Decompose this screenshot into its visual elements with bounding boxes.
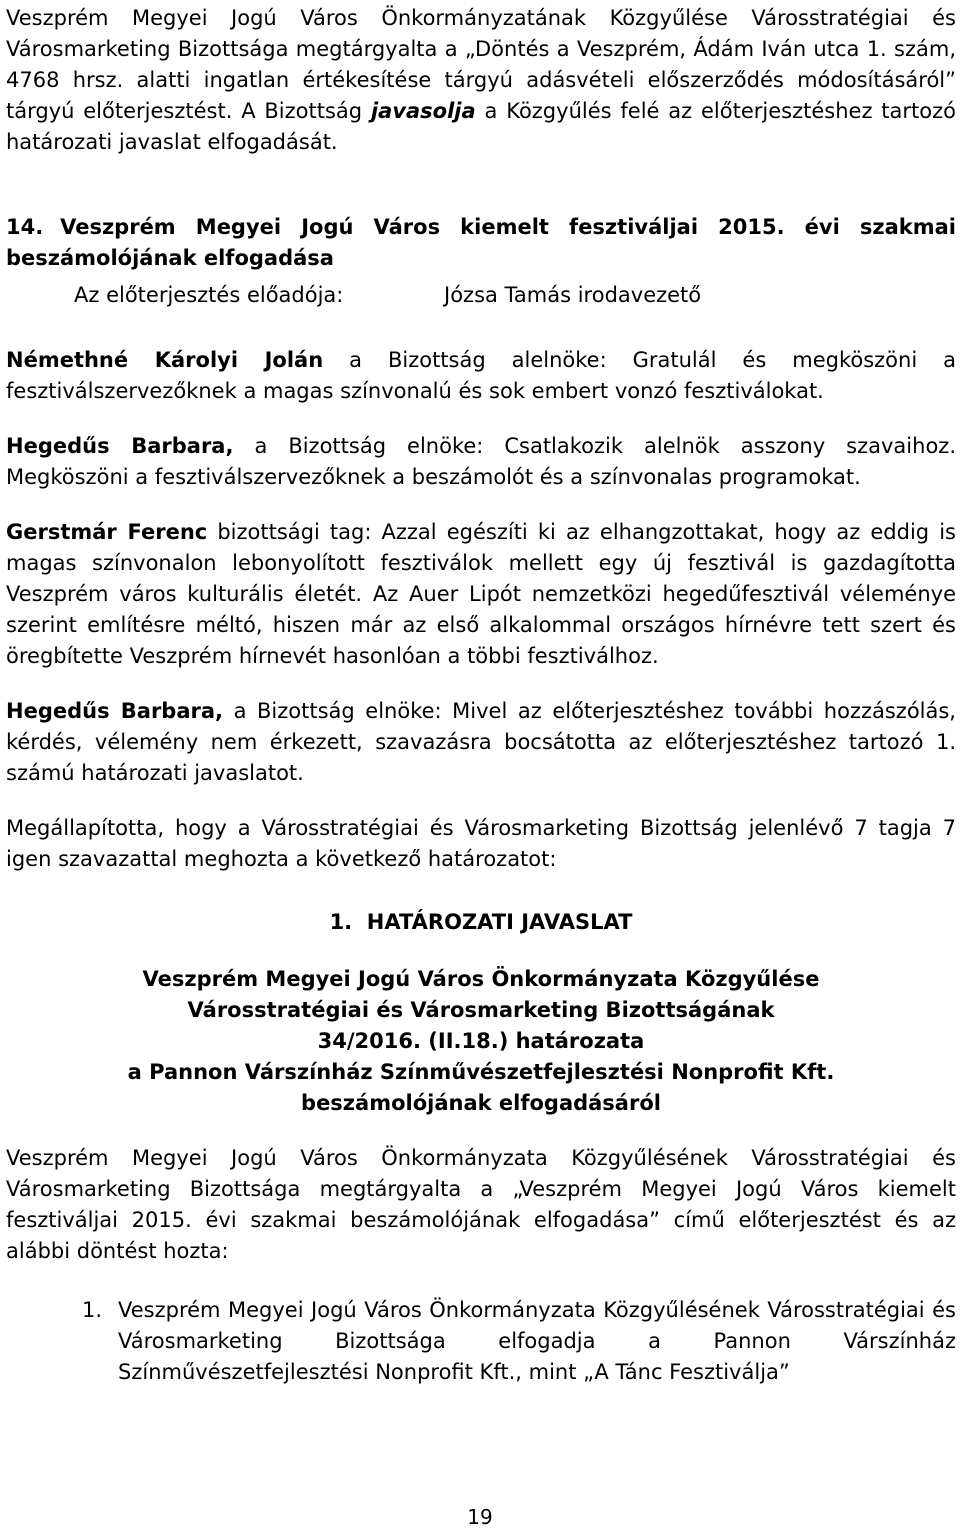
speech-text: a Bizottság elnöke: Mivel az előterjesztéshez további hozzászólás, kérdés, vélemény nem érkezett, szavazásra bocsátotta az előterjesztéshez tartozó 1. számú határozati javaslatot. [6, 699, 956, 785]
agenda-item-heading [6, 212, 956, 274]
speaker-name: Hegedűs Barbara, [6, 699, 224, 723]
resolution-title-number: 1. [329, 910, 353, 934]
resolution-line-4: a Pannon Várszínház Színművészetfejlesztési Nonprofit Kft. [127, 1060, 835, 1084]
intro-text-1: Veszprém Megyei Jogú Város Önkormányzatának Közgyűlése Városstratégiai és Városmarketing Bizottsága megtárgyalta a „Döntés a Veszprém, Ádám Iván utca 1. szám, 4768 hrsz. alatti ingatlan értékesítése tárgyú adásvételi előszerződés módosításáról” tárgyú előterjesztést. A Bizottság [6, 6, 956, 123]
speech-text: a Bizottság elnöke: Csatlakozik alelnök asszony szavaihoz. Megköszöni a fesztiválszervezőknek a beszámolót és a színvonalas programokat. [6, 434, 956, 489]
speech-1 [6, 345, 956, 407]
speech-2 [6, 431, 956, 493]
resolution-title [6, 907, 956, 938]
resolution-line-2: Városstratégiai és Városmarketing Bizottságának [187, 998, 775, 1022]
page-content [6, 3, 956, 1388]
resolution-title-text: HATÁROZATI JAVASLAT [366, 910, 633, 934]
intro-text-2: a Közgyűlés felé az előterjesztéshez tartozó határozati javaslat elfogadását. [6, 99, 956, 154]
decision-intro: Veszprém Megyei Jogú Város Önkormányzata Közgyűlésének Városstratégiai és Városmarketing Bizottsága megtárgyalta a „Veszprém Megyei Jogú Város kiemelt fesztiváljai 2015. évi szakmai beszámolójának elfogadása” című előterjesztést és az alábbi döntést hozta: [6, 1146, 956, 1263]
resolution-line-5: beszámolójának elfogadásáról [301, 1091, 661, 1115]
resolution-line-1: Veszprém Megyei Jogú Város Önkormányzata Közgyűlése [142, 967, 820, 991]
intro-paragraph [6, 3, 956, 158]
speech-text: bizottsági tag: Azzal egészíti ki az elhangzottakat, hogy az eddig is magas színvonalon lebonyolított fesztiválok mellett egy új fesztivál is gazdagította Veszprém város kulturális életét. Az Auer Lipót nemzetközi hegedűfesztivál véleménye szerint említésre méltó, hiszen már az első alkalommal országos hírnévre tett szert és öregbítette Veszprém hírnevét hasonlóan a többi fesztiválhoz. [6, 520, 956, 668]
presenter-row [6, 280, 956, 311]
speaker-name: Gerstmár Ferenc [6, 520, 208, 544]
resolution-line-3: 34/2016. (II.18.) határozata [317, 1029, 645, 1053]
agenda-item-number: 14. [6, 215, 44, 239]
resolution-header [6, 964, 956, 1119]
intro-emphasis: javasolja [370, 99, 476, 123]
speech-text: a Bizottság alelnöke: Gratulál és megköszöni a fesztiválszervezőknek a magas színvonalú és sok embert vonzó fesztiválokat. [6, 348, 956, 403]
presenter-label: Az előterjesztés előadója: [74, 283, 344, 307]
speaker-name: Némethné Károlyi Jolán [6, 348, 324, 372]
speech-4 [6, 696, 956, 789]
page-number: 19 [467, 1505, 493, 1529]
speaker-name: Hegedűs Barbara, [6, 434, 234, 458]
decision-list-item [6, 1295, 956, 1388]
speech-3 [6, 517, 956, 672]
agenda-item-title: Veszprém Megyei Jogú Város kiemelt fesztiváljai 2015. évi szakmai beszámolójának elfogadása [6, 215, 956, 270]
presenter-name: Józsa Tamás irodavezető [444, 283, 702, 307]
finding-paragraph: Megállapította, hogy a Városstratégiai és Városmarketing Bizottság jelenlévő 7 tagja 7 igen szavazattal meghozta a következő határozatot: [6, 816, 956, 871]
decision-item-number: 1. [82, 1298, 103, 1322]
decision-item-text: Veszprém Megyei Jogú Város Önkormányzata Közgyűlésének Városstratégiai és Városmarketing Bizottsága elfogadja a Pannon Várszínház Színművészetfejlesztési Nonprofit Kft., mint „A Tánc Fesztiválja” [118, 1298, 956, 1384]
